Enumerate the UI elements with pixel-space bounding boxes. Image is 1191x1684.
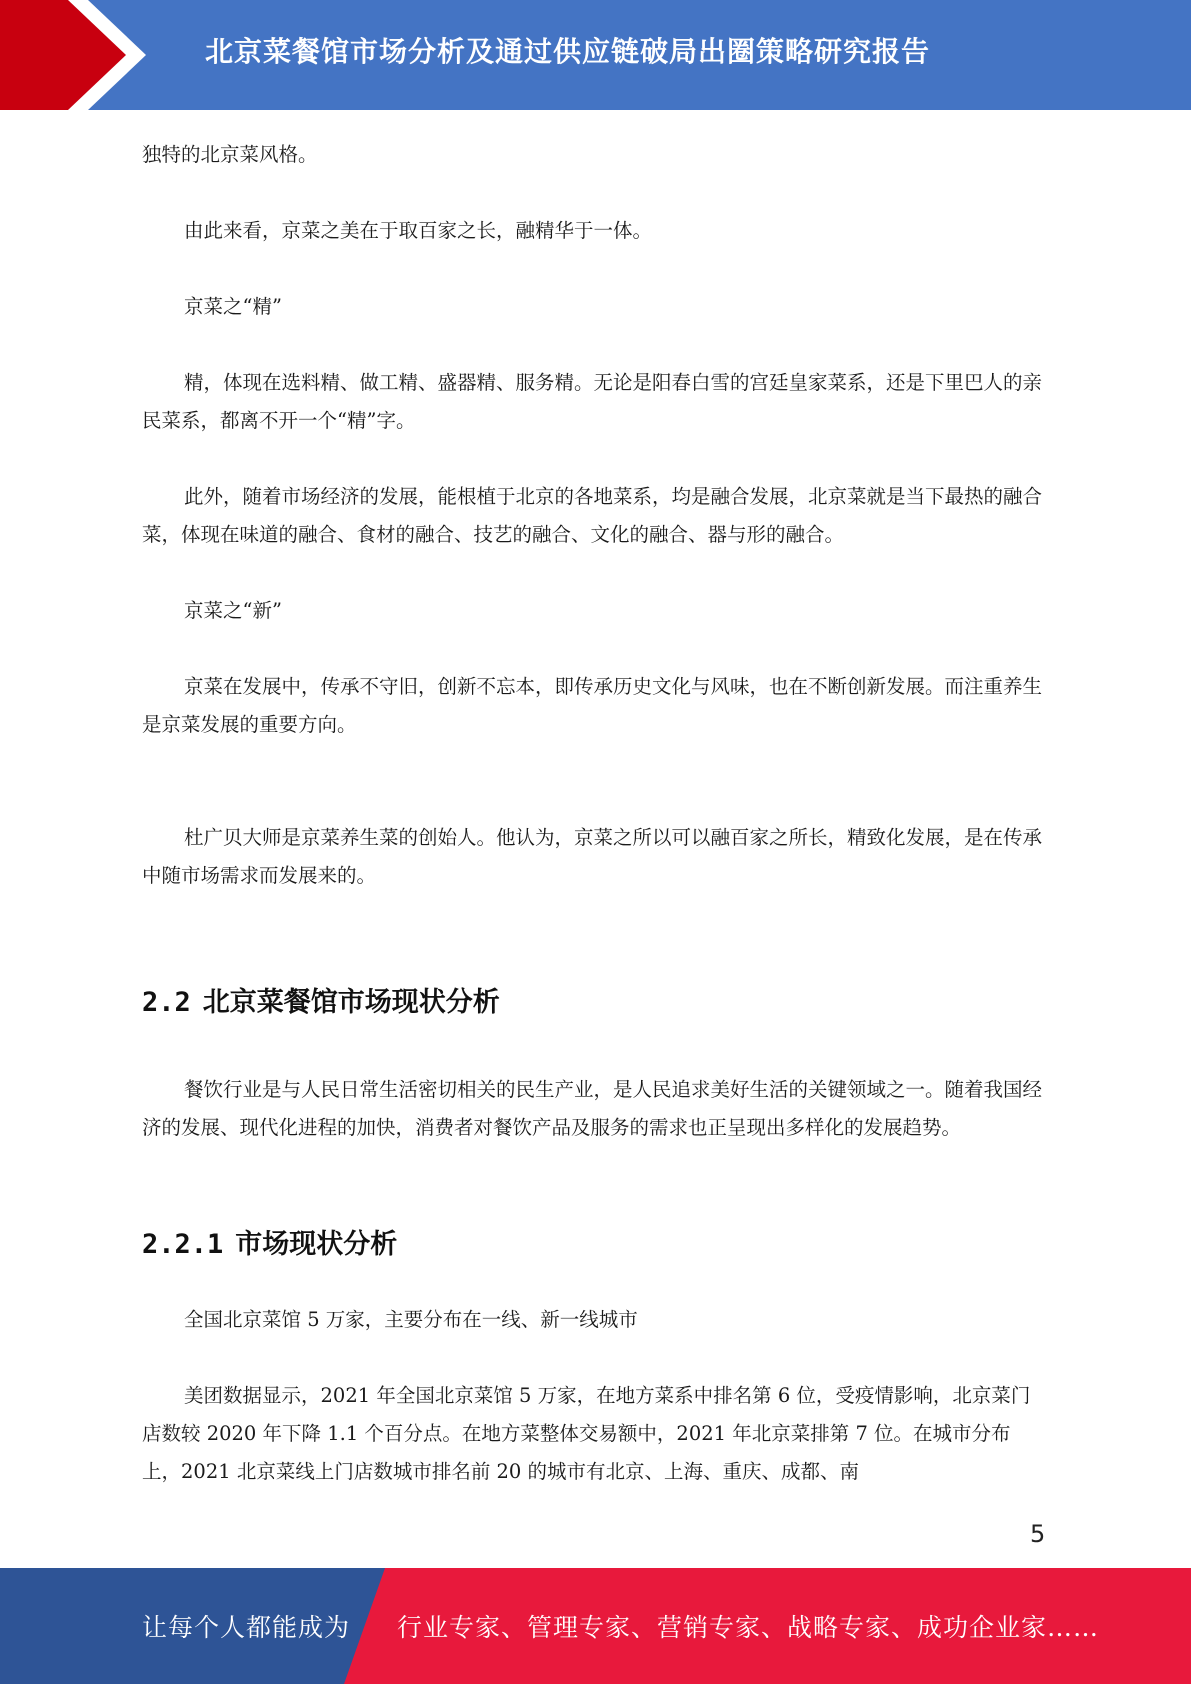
paragraph: 由此来看，京菜之美在于取百家之长，融精华于一体。 [184, 219, 653, 242]
paragraph: 京菜在发展中，传承不守旧，创新不忘本，即传承历史文化与风味，也在不断创新发展。而注重养生是京菜发展的重要方向。 [142, 675, 1043, 736]
footer-slogan-right: 行业专家、管理专家、营销专家、战略专家、成功企业家…… [397, 1613, 1100, 1642]
section-title: 市场现状分析 [235, 1229, 398, 1260]
subheading-xin: 京菜之“新” [184, 599, 282, 622]
section-heading-2-2 [142, 980, 500, 1019]
section-heading-2-2-1 [142, 1222, 397, 1261]
paragraph: 此外，随着市场经济的发展，能根植于北京的各地菜系，均是融合发展，北京菜就是当下最热的融合菜，体现在味道的融合、食材的融合、技艺的融合、文化的融合、器与形的融合。 [142, 485, 1043, 546]
page-number: 5 [1030, 1520, 1046, 1548]
header-banner [0, 0, 1191, 110]
report-title: 北京菜餐馆市场分析及通过供应链破局出圈策略研究报告 [205, 35, 931, 68]
paragraph: 精，体现在选料精、做工精、盛器精、服务精。无论是阳春白雪的宫廷皇家菜系，还是下里巴人的亲民菜系，都离不开一个“精”字。 [142, 371, 1043, 432]
paragraph: 美团数据显示，2021 年全国北京菜馆 5 万家，在地方菜系中排名第 6 位，受疫情影响，北京菜门店数较 2020 年下降 1.1 个百分点。在地方菜整体交易额中，2021 年北京菜排第 7 位。在城市分布上，2021 北京菜线上门店数城市排名前 20 的城市有北京、上海、重庆、成都、南 [142, 1384, 1031, 1483]
footer-banner [0, 1568, 1191, 1684]
footer-slogan-left: 让每个人都能成为 [142, 1613, 351, 1642]
section-number: 2.2.1 [142, 1229, 224, 1260]
paragraph: 全国北京菜馆 5 万家，主要分布在一线、新一线城市 [184, 1308, 638, 1331]
subheading-jing: 京菜之“精” [184, 295, 282, 318]
paragraph: 独特的北京菜风格。 [142, 143, 318, 166]
section-number: 2.2 [142, 987, 191, 1018]
paragraph: 餐饮行业是与人民日常生活密切相关的民生产业，是人民追求美好生活的关键领域之一。随着我国经济的发展、现代化进程的加快，消费者对餐饮产品及服务的需求也正呈现出多样化的发展趋势。 [142, 1078, 1043, 1139]
section-title: 北京菜餐馆市场现状分析 [202, 987, 500, 1018]
paragraph: 杜广贝大师是京菜养生菜的创始人。他认为，京菜之所以可以融百家之所长，精致化发展，是在传承中随市场需求而发展来的。 [142, 826, 1043, 887]
